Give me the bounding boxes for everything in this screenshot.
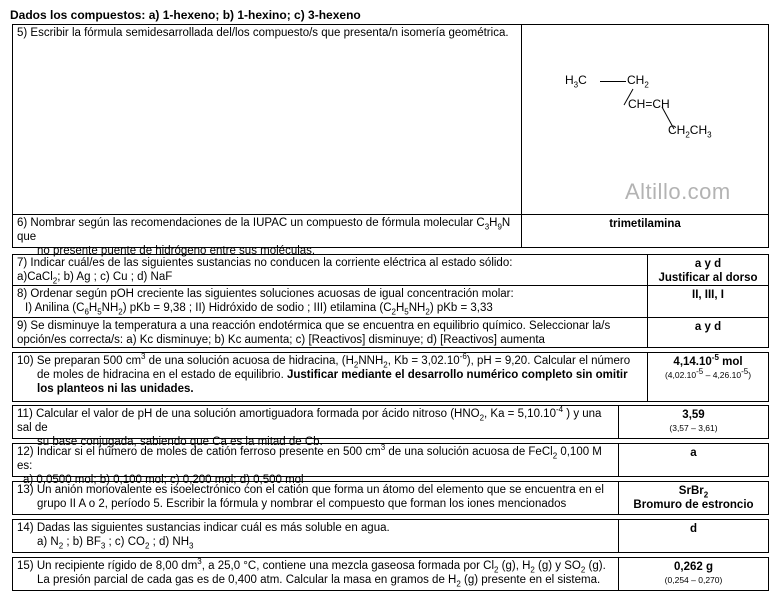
molecule-structure: $H_3C$ $CH_2$ CH=CH $CH_2CH_3$ Altillo.com	[565, 73, 731, 204]
watermark: Altillo.com	[625, 179, 731, 204]
answer-11: 3,59 (3,57 – 3,61)	[669, 409, 718, 433]
answer-12: a	[690, 447, 697, 459]
question-15-block	[12, 557, 769, 591]
question-6-text: 6) Nombrar según las recomendaciones de la IUPAC un compuesto de fórmula molecular $C_3H_9N$ que no presente puente de hidrógeno entre sus moléculas.	[17, 217, 511, 257]
answer-6: trimetilamina	[609, 218, 681, 230]
question-7-text: 7) Indicar cuál/es de las siguientes sustancias no conducen la corriente eléctrica al estado sólido: a)CaCl$_2$; b) Ag ; c) Cu ; d) NaF	[17, 257, 513, 286]
page-title: Dados los compuestos: a) 1-hexeno; b) 1-hexino; c) 3-hexeno	[10, 8, 361, 22]
answer-10: $4,14.10^{-5}$ mol $(4,02.10^{-5} - 4,26.10^{-5})$	[664, 353, 752, 380]
answer-9: a y d	[694, 321, 722, 333]
question-14-block	[12, 519, 769, 553]
question-13-block	[12, 481, 769, 515]
answer-8: II, III, I	[692, 289, 724, 301]
question-7-9-block	[12, 254, 769, 348]
question-10-text: 10) Se preparan 500 $cm^3$ de una solución acuosa de hidracina, ($H_2NNH_2$, $Kb = 3,02.10^{-6}$), pH = 9,20. Calcular el número de moles de hidracina en el estado de equilibrio. Justificar mediante el desarrollo numérico completo sin omitir los planteos ni las unidades.	[17, 352, 631, 395]
question-12-text: 12) Indicar si el número de moles de catión ferroso presente en 500 $cm^3$ de una solución acuosa de FeCl$_2$ 0,100 M es: a) 0,0500 mol; b) 0,100 mol; c) 0,200 mol; d) 0,500 mol	[17, 443, 602, 486]
question-11-text: 11) Calcular el valor de pH de una solución amortiguadora formada por ácido nitroso ($HNO_2$, $Ka = 5,10.10^{-4}$ ) y una sal de su base conjugada, sabiendo que Ca es la mitad de Cb.	[17, 405, 602, 448]
answer-7: a y d Justificar al dorso	[658, 258, 758, 284]
question-11-block	[12, 405, 769, 448]
question-10-block	[12, 352, 769, 402]
question-14-text: 14) Dadas las siguientes sustancias indicar cuál es más soluble en agua. a) $N_2$ ; b) $BF_3$ ; c) $CO_2$ ; d) $NH_3$	[17, 522, 390, 551]
question-12-block	[12, 443, 769, 486]
question-5-text: 5) Escribir la fórmula semidesarrollada del/los compuesto/s que presenta/n isomería geométrica.	[17, 27, 509, 39]
question-5-6-block	[12, 24, 769, 257]
answer-15: 0,262 g (0,254 – 0,270)	[664, 561, 723, 585]
question-15-text: 15) Un recipiente rígido de 8,00 $dm^3$, a 25,0 °C, contiene una mezcla gaseosa formada por $Cl_2$ (g), $H_2$ (g) y $SO_2$ (g). La presión parcial de cada gas es de 0,400 atm. Calcular la masa en gramos de $H_2$ (g) presente en el sistema.	[17, 557, 606, 589]
answer-13: SrBr$_2$ Bromuro de estroncio	[633, 485, 754, 511]
question-8-text: 8) Ordenar según pOH creciente las siguientes soluciones acuosas de igual concentración molar: I) Anilina $(C_6H_5NH_2)$ pKb = 9,38 ; II) Hidróxido de sodio ; III) etilamina $(C_2H_5NH_2)$ pKb = 3,33	[17, 288, 514, 317]
question-9-text: 9) Se disminuye la temperatura a una reacción endotérmica que se encuentra en equilibrio químico. Seleccionar la/s opción/es correcta/s: a) Kc disminuye; b) Kc aumenta; c) [Reactivos] disminuye; d) [Reactivos] aumenta	[17, 320, 611, 346]
question-13-text: 13) Un anión monovalente es isoelectrónico con el catión que forma un átomo del elemento que se encuentra en el grupo II A o 2, período 5. Escribir la fórmula y nombrar el compuesto que forman los iones mencionados	[17, 484, 604, 510]
answer-14: d	[689, 523, 698, 535]
